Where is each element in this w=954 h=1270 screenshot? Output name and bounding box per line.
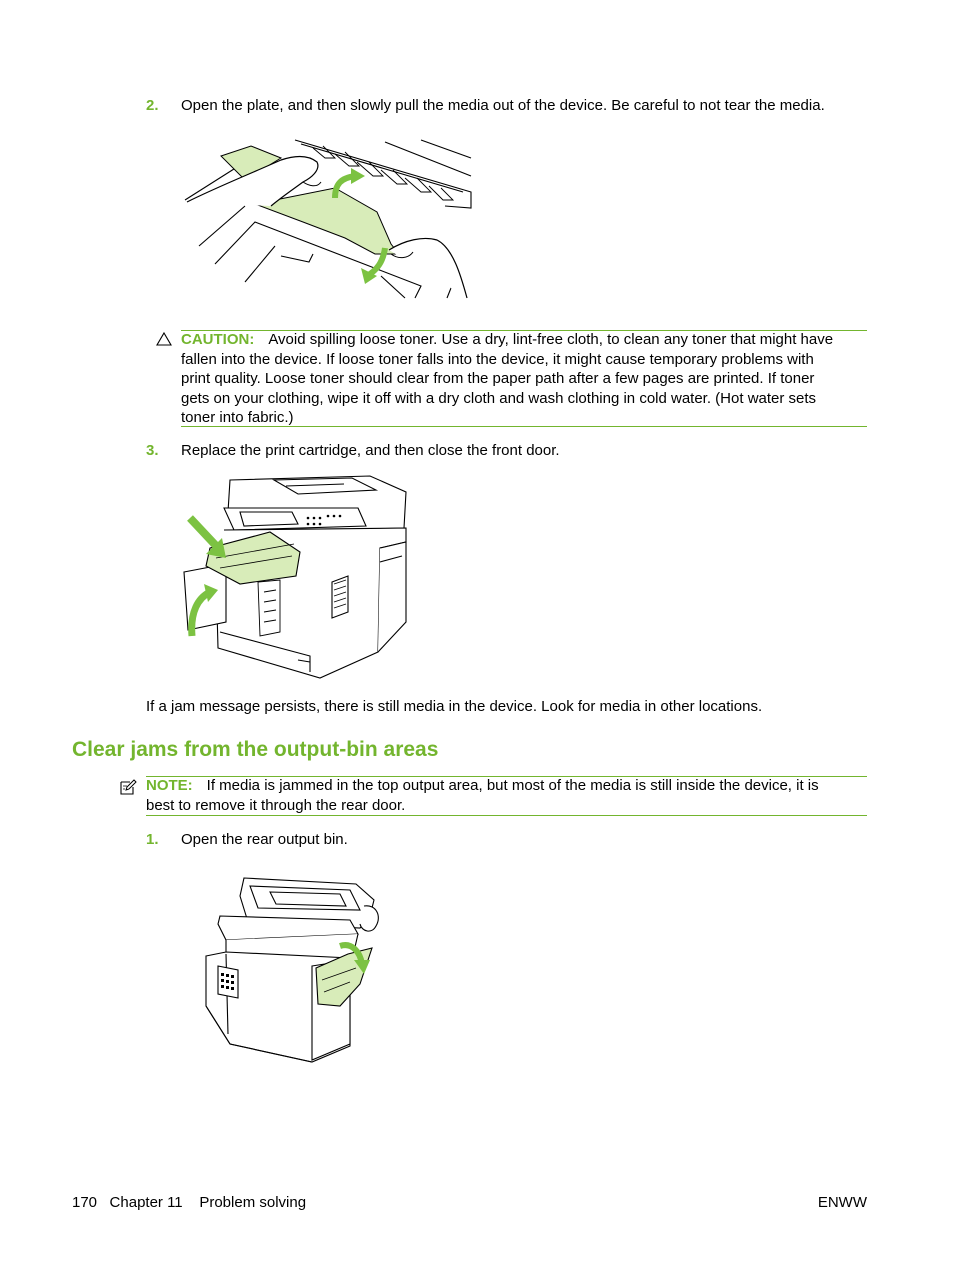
note-line-2: best to remove it through the rear door.: [146, 796, 406, 814]
step-3-text: Replace the print cartridge, and then close the front door.: [181, 442, 560, 459]
step-3-number: 3.: [146, 442, 159, 459]
footer-right: ENWW: [817, 1194, 867, 1211]
persist-paragraph: If a jam message persists, there is still media in the device. Look for media in other locations.: [146, 698, 763, 715]
step-1-text: Open the rear output bin.: [181, 831, 348, 848]
chapter-title: Problem solving: [199, 1194, 307, 1211]
caution-line-3: print quality. Loose toner should clear from the paper path after a few pages are printed. If toner: [181, 370, 815, 387]
section-heading: Clear jams from the output-bin areas: [72, 738, 439, 761]
step-1-number: 1.: [146, 831, 159, 848]
page-number: 170: [72, 1194, 98, 1211]
illustration-rear-output-bin: [200, 876, 380, 1064]
caution-triangle-icon: [156, 332, 172, 346]
caution-line-1: CAUTION: Avoid spilling loose toner. Use a dry, lint-free cloth, to clean any toner that might have: [181, 331, 834, 348]
note-pencil-icon: [119, 778, 137, 796]
caution-body: [181, 330, 871, 428]
step-2-text: Open the plate, and then slowly pull the media out of the device. Be careful to not tear the media.: [181, 97, 825, 114]
note-bottom-rule: [146, 815, 867, 816]
caution-line-5: toner into fabric.): [181, 409, 294, 426]
step-2-number: 2.: [146, 97, 159, 114]
caution-line-4: gets on your clothing, wipe it off with a dry cloth and wash clothing in cold water. (Hot water sets: [181, 389, 817, 407]
note-line-1: NOTE: If media is jammed in the top output area, but most of the media is still inside the device, it is: [146, 777, 819, 794]
illustration-pull-media: [185, 136, 475, 300]
note-label: NOTE:: [146, 777, 193, 794]
caution-bottom-rule: [181, 426, 867, 427]
footer-left: [72, 1193, 306, 1213]
illustration-replace-cartridge: [180, 472, 410, 682]
caution-label: CAUTION:: [181, 331, 255, 348]
caution-line-2: fallen into the device. If loose toner falls into the device, it might cause temporary problems with: [181, 350, 814, 368]
chapter-label: Chapter 11: [109, 1194, 183, 1211]
note-body: [146, 776, 871, 815]
